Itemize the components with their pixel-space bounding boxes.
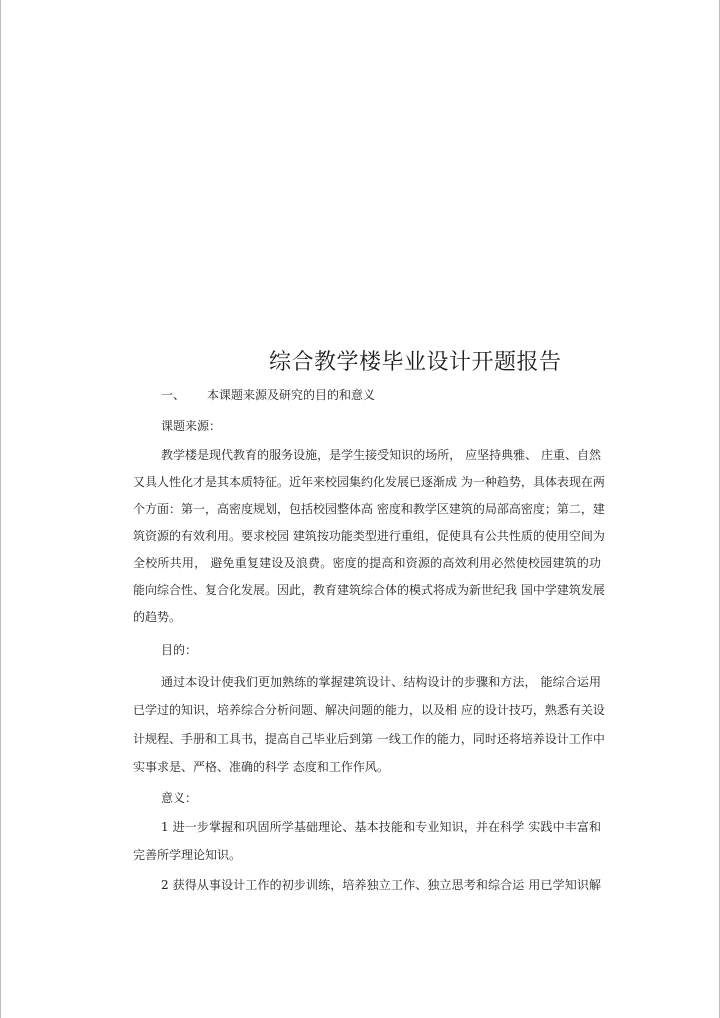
section-title: 本课题来源及研究的目的和意义	[207, 388, 376, 402]
paragraph-line: 通过本设计使我们更加熟练的掌握建筑设计、结构设计的步骤和方法， 能综合运用	[161, 675, 601, 689]
paragraph-line: 全校所共用， 避免重复建设及浪费。密度的提高和资源的高效利用必然使校园建筑的功	[133, 556, 601, 570]
paragraph-line: 的趋势。	[133, 610, 182, 624]
paragraph-line: 已学过的知识，培养综合分析问题、解决问题的能力，以及相 应的设计技巧，熟悉有关设	[133, 703, 605, 717]
paragraph-line: 计规程、手册和工具书，提高自己毕业后到第 一线工作的能力，同时还将培养设计工作中	[133, 732, 605, 746]
purpose-label: 目的：	[161, 643, 198, 657]
page-title: 综合教学楼毕业设计开题报告	[269, 350, 562, 375]
meaning-label: 意义：	[161, 791, 198, 805]
section-number: 一、	[161, 388, 186, 402]
paragraph-line: 完善所学理论知识。	[133, 848, 242, 862]
paragraph-line: 个方面：第一，高密度规划，包括校园整体高 密度和教学区建筑的局部高密度；第二，建	[133, 502, 605, 516]
paragraph-line: 实事求是、严格、准确的科学 态度和工作作风。	[133, 760, 389, 774]
section-heading	[161, 385, 375, 405]
paragraph-line: 1 进一步掌握和巩固所学基础理论、基本技能和专业知识，并在科学 实践中丰富和	[161, 820, 601, 834]
paragraph-line: 能向综合性、复合化发展。因此，教育建筑综合体的模式将成为新世纪我 国中学建筑发展	[133, 583, 605, 597]
paragraph-line: 又具人性化才是其本质特征。近年来校园集约化发展已逐渐成 为一种趋势，具体表现在两	[133, 475, 605, 489]
paragraph-line: 2 获得从事设计工作的初步训练，培养独立工作、独立思考和综合运 用已学知识解	[161, 878, 601, 892]
paragraph-line: 教学楼是现代教育的服务设施，是学生接受知识的场所， 应坚持典雅、 庄重、自然	[161, 448, 601, 462]
source-label: 课题来源：	[161, 419, 222, 433]
paragraph-line: 筑资源的有效利用。要求校园 建筑按功能类型进行重组，促使具有公共性质的使用空间为	[133, 529, 605, 543]
